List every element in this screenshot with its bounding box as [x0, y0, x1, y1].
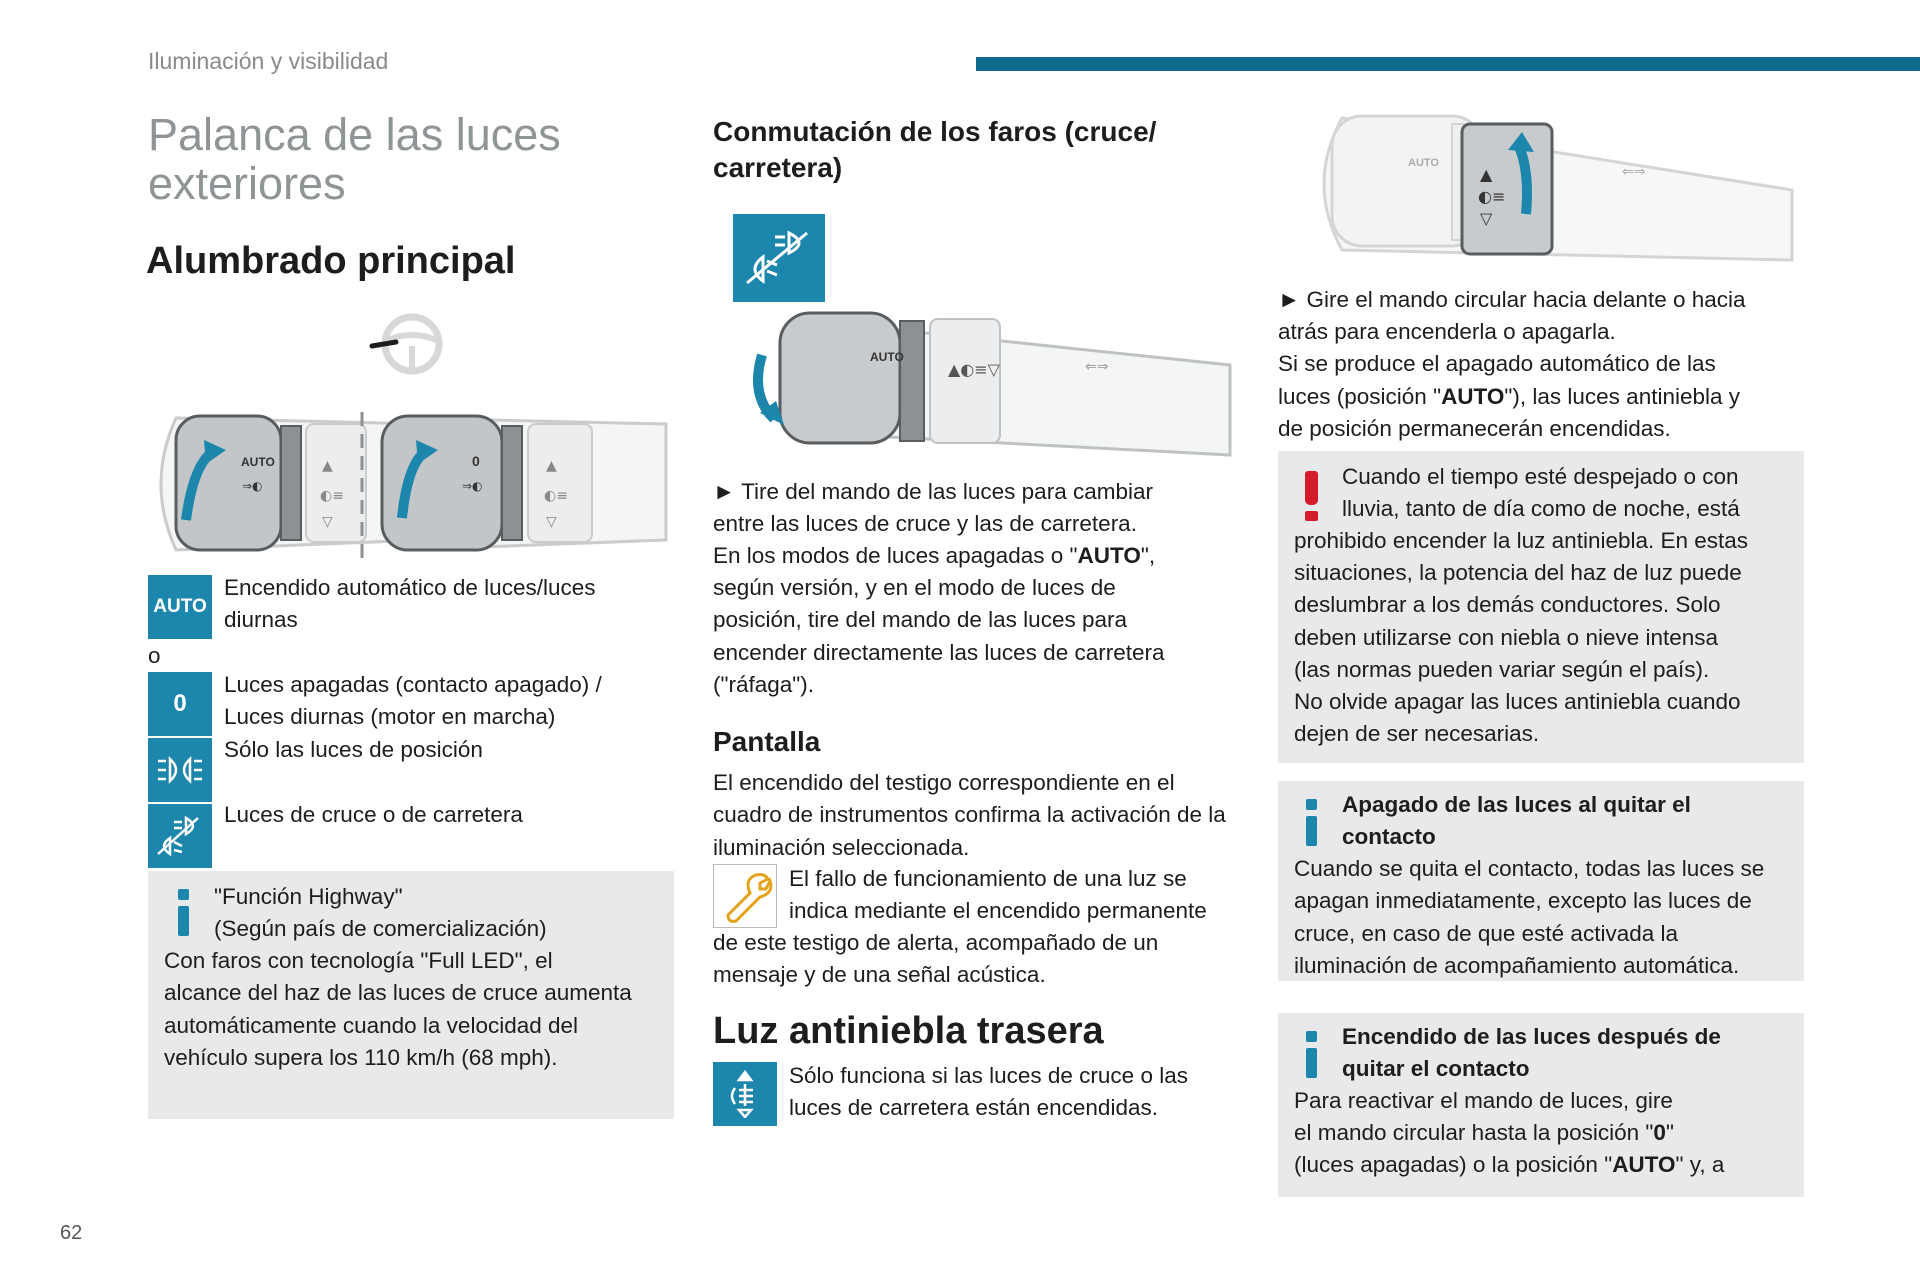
legend-position-text: Sólo las luces de posición	[224, 737, 483, 762]
page-title: Palanca de las luces exteriores	[148, 109, 561, 209]
beam-line-5: posición, tire del mando de las luces para	[713, 607, 1127, 632]
section-label: Iluminación y visibilidad	[148, 48, 389, 74]
warning-line-3: prohibido encender la luz antiniebla. En estas	[1294, 528, 1749, 553]
highway-note-title: "Función Highway"	[214, 884, 403, 909]
legend-auto-text: Encendido automático de luces/luces diurnas	[224, 575, 596, 633]
beam-line-7: ("ráfaga").	[713, 672, 815, 697]
warning-line-8: No olvide apagar las luces antiniebla cuando	[1294, 689, 1741, 714]
highway-note-subtitle: (Según país de comercialización)	[214, 916, 547, 941]
svg-text:⇐⇒: ⇐⇒	[1622, 164, 1646, 180]
svg-text:▲: ▲	[1480, 165, 1493, 184]
highway-note	[148, 871, 674, 1119]
beam-line-6: encender directamente las luces de carretera	[713, 640, 1165, 665]
warning-exclamation-icon	[1305, 471, 1318, 521]
lights-on-line-2: el mando circular hasta la posición "0"	[1294, 1120, 1674, 1145]
legend-separator: o	[148, 643, 161, 668]
svg-text:◐≡: ◐≡	[320, 488, 344, 504]
warning-line-1: Cuando el tiempo esté despejado o con	[1342, 464, 1739, 489]
svg-text:⇒◐: ⇒◐	[242, 479, 263, 493]
highway-note-body: Con faros con tecnología "Full LED", el alcance del haz de las luces de cruce aumenta automáticamente cuando la velocidad del vehículo supera los 110 km/h (68 mph).	[164, 948, 632, 1070]
warning-line-2: lluvia, tanto de día como de noche, está	[1342, 496, 1740, 521]
svg-text:▽: ▽	[322, 514, 333, 530]
svg-text:◐≡: ◐≡	[544, 488, 568, 504]
steering-wheel-icon	[368, 310, 448, 378]
wrench-warning-icon	[713, 864, 777, 928]
fog-para-line-2: atrás para encenderla o apagarla.	[1278, 319, 1616, 344]
beam-line-2: entre las luces de cruce y las de carretera.	[713, 511, 1137, 536]
lights-on-line-3: (luces apagadas) o la posición "AUTO" y, a	[1294, 1152, 1725, 1177]
rear-fog-tile-icon	[713, 1062, 777, 1126]
dipped-main-beam-icon	[148, 804, 212, 868]
fog-para-line-5: de posición permanecerán encendidas.	[1278, 416, 1671, 441]
fault-line-1: El fallo de funcionamiento de una luz se	[789, 866, 1187, 891]
fog-line-2: luces de carretera están encendidas.	[789, 1095, 1158, 1120]
heading-rear-fog: Luz antiniebla trasera	[713, 1010, 1104, 1052]
lights-on-line-1: Para reactivar el mando de luces, gire	[1294, 1088, 1673, 1113]
lights-on-info-note	[1278, 1013, 1804, 1197]
fog-line-1: Sólo funciona si las luces de cruce o las	[789, 1063, 1188, 1088]
beam-switch-icon	[733, 214, 825, 302]
auto-tile-icon: AUTO	[148, 575, 212, 639]
legend-off-text: Luces apagadas (contacto apagado) / Luces diurnas (motor en marcha)	[224, 672, 602, 730]
lights-off-info-note	[1278, 781, 1804, 981]
position-lights-icon	[148, 738, 212, 802]
stalk-zero-label: 0	[472, 453, 480, 469]
beam-line-4: según versión, y en el modo de luces de	[713, 575, 1116, 600]
svg-text:▽: ▽	[1480, 209, 1493, 228]
legend-beam-text: Luces de cruce o de carretera	[224, 802, 523, 827]
warning-line-5: deslumbrar a los demás conductores. Solo	[1294, 592, 1721, 617]
fault-line-4: mensaje y de una señal acústica.	[713, 962, 1046, 987]
lights-on-title: Encendido de las luces después de quitar el contacto	[1342, 1024, 1721, 1082]
info-icon	[1306, 1031, 1317, 1078]
info-icon	[178, 889, 189, 936]
fault-line-3: de este testigo de alerta, acompañado de un	[713, 930, 1159, 955]
lights-off-body: Cuando se quita el contacto, todas las luces se apagan inmediatamente, excepto las luces de cruce, en caso de que esté activada la iluminación de acompañamiento automática.	[1294, 856, 1765, 978]
stalk-auto-label: AUTO	[241, 455, 275, 469]
fog-para-line-1: ► Gire el mando circular hacia delante o hacia	[1278, 287, 1746, 312]
fog-warning-note	[1278, 451, 1804, 763]
svg-text:▲◐≡▽: ▲◐≡▽	[948, 360, 1000, 379]
fault-line-2: indica mediante el encendido permanente	[789, 898, 1207, 923]
pull-stalk-illustration	[740, 305, 1236, 465]
page-number: 62	[60, 1222, 83, 1244]
svg-text:⇐⇒: ⇐⇒	[1085, 359, 1109, 375]
heading-main-lighting: Alumbrado principal	[146, 240, 516, 282]
heading-beam-switch: Conmutación de los faros (cruce/ carretera)	[713, 116, 1157, 183]
fog-para-line-4: luces (posición "AUTO"), las luces antiniebla y	[1278, 384, 1741, 409]
warning-line-4: situaciones, la potencia del haz de luz puede	[1294, 560, 1742, 585]
beam-line-1: ► Tire del mando de las luces para cambiar	[713, 479, 1153, 504]
beam-line-3: En los modos de luces apagadas o "AUTO",	[713, 543, 1156, 568]
lights-off-title: Apagado de las luces al quitar el contacto	[1342, 792, 1691, 850]
svg-text:▲: ▲	[546, 458, 557, 474]
info-icon	[1306, 799, 1317, 846]
svg-text:▲: ▲	[322, 458, 333, 474]
warning-line-6: deben utilizarse con niebla o nieve intensa	[1294, 625, 1719, 650]
fog-para-line-3: Si se produce el apagado automático de las	[1278, 351, 1716, 376]
heading-pantalla: Pantalla	[713, 726, 821, 757]
svg-text:▽: ▽	[546, 514, 557, 530]
pull-stalk-auto-label: AUTO	[870, 350, 904, 364]
fog-ring-illustration	[1312, 110, 1802, 270]
header-accent-bar	[976, 57, 1920, 71]
pantalla-text: El encendido del testigo correspondiente en el cuadro de instrumentos confirma la activación de la iluminación seleccionada.	[713, 770, 1226, 860]
fog-ring-auto-label: AUTO	[1408, 157, 1439, 169]
light-stalk-illustration	[146, 410, 672, 560]
svg-text:◐≡: ◐≡	[1478, 187, 1506, 206]
zero-tile-icon: 0	[148, 672, 212, 736]
svg-text:⇒◐: ⇒◐	[462, 479, 483, 493]
warning-line-7: (las normas pueden variar según el país).	[1294, 657, 1710, 682]
warning-line-9: dejen de ser necesarias.	[1294, 721, 1540, 746]
